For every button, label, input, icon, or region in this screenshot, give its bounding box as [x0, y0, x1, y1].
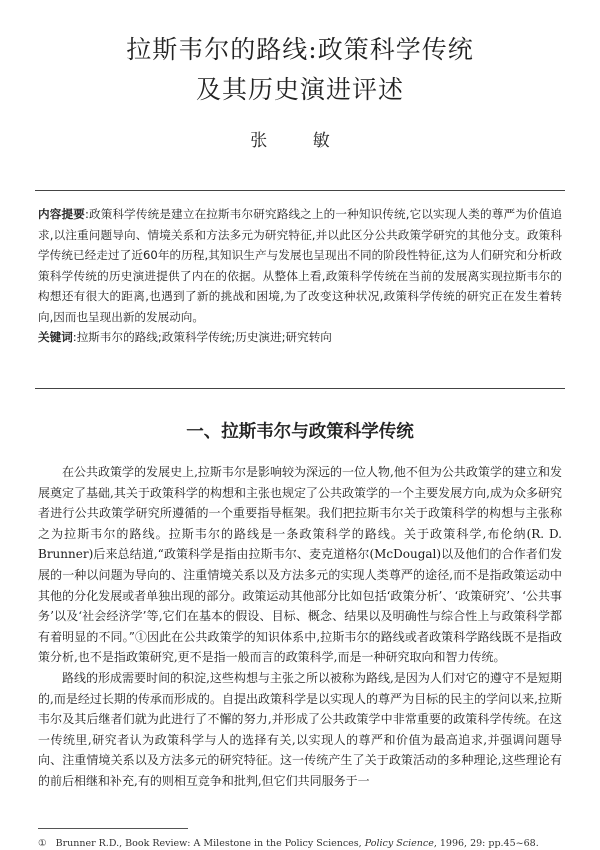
body-paragraph-2: 路线的形成需要时间的积淀,这些构想与主张之所以被称为路线,是因为人们对它的遵守不是短期的,而是经过长期的传承而形成的。自提出政策科学是以实现人的尊严为目标的民主的学问以来,拉斯韦尔及其后继者们就为此进行了不懈的努力,并形成了公共政策学中非常重要的政策科学传统。在这一传统里,研究者认为政策科学与人的选择有关,以实现人的尊严和价值为最高追求,并强调问题导向、注重情境关系以及方法多元的研究特征。这一传统产生了关于政策活动的多种理论,这些理论有的前后相继和补充,有的则相互竞争和批判,但它们共同服务于一	[38, 670, 562, 788]
footnote-journal: Policy Science	[364, 838, 434, 849]
article-title-line2: 及其历史演进评述	[195, 75, 404, 104]
article-title-line1: 拉斯韦尔的路线:政策科学传统	[126, 35, 474, 64]
abstract-label: 内容提要	[38, 207, 85, 221]
keywords-paragraph	[38, 327, 562, 348]
body-text	[38, 462, 562, 826]
abstract-top-rule	[35, 190, 565, 191]
body-paragraph-1: 在公共政策学的发展史上,拉斯韦尔是影响较为深远的一位人物,他不但为公共政策学的建立和发展奠定了基础,其关于政策科学的构想和主张也规定了公共政策学的一个主要发展方向,成为众多研究者进行公共政策学研究所遵循的一个重要指导框架。我们把拉斯韦尔关于政策科学的构想与主张称之为拉斯韦尔的路线。拉斯韦尔的路线是一条政策科学的路线。关于政策科学,布伦纳(R. D. Brunner)后来总结道,“政策科学是指由拉斯韦尔、麦克道格尔(McDougal)以及他们的合作者们发展的一种以问题为导向的、注重情境关系以及方法多元的实现人类尊严的途径,而不是指政策运动中其他的分化发展或者单独出现的部分。政策运动其他部分比如包括‘政策分析’、‘政策研究’、‘公共事务’以及‘社会经济学’等,它们在基本的假设、目标、概念、结果以及明确性与综合性上与政策科学都有着明显的不同。”①因此在公共政策学的知识体系中,拉斯韦尔的路线或者政策科学路线既不是指政策分析,也不是指政策研究,更不是指一般而言的政策科学,而是一种研究取向和智力传统。	[38, 465, 562, 665]
section-heading: 一、拉斯韦尔与政策科学传统	[186, 422, 414, 442]
footnote-marker: ①	[38, 838, 47, 849]
abstract-text: :政策科学传统是建立在拉斯韦尔研究路线之上的一种知识传统,它以实现人类的尊严为价值追求,以注重问题导向、情境关系和方法多元为研究特征,并以此区分公共政策学研究的其他分支。政策科学传统已经走过了近60年的历程,其知识生产与发展也呈现出不同的阶段性特征,这为人们研究和分析政策科学传统的历史演进提供了内在的依据。从整体上看,政策科学传统在当前的发展离实现拉斯韦尔的构想还有很大的距离,也遇到了新的挑战和困境,为了改变这种状况,政策科学传统的研究正在发生着转向,因而也呈现出新的发展动向。	[38, 207, 562, 324]
footnote-text: Brunner R.D., Book Review: A Milestone in the Policy Sciences,	[55, 838, 362, 849]
keywords-label: 关键词	[38, 330, 73, 344]
keywords-text: :拉斯韦尔的路线;政策科学传统;历史演进;研究转向	[72, 330, 332, 344]
abstract-bottom-rule	[35, 388, 565, 389]
abstract-paragraph	[38, 204, 562, 327]
abstract-block	[38, 204, 562, 348]
footnote-tail: , 1996, 29: pp.45~68.	[433, 838, 539, 849]
footnote	[38, 838, 562, 849]
author-name: 张 敏	[250, 131, 350, 151]
footnote-rule	[38, 828, 188, 829]
